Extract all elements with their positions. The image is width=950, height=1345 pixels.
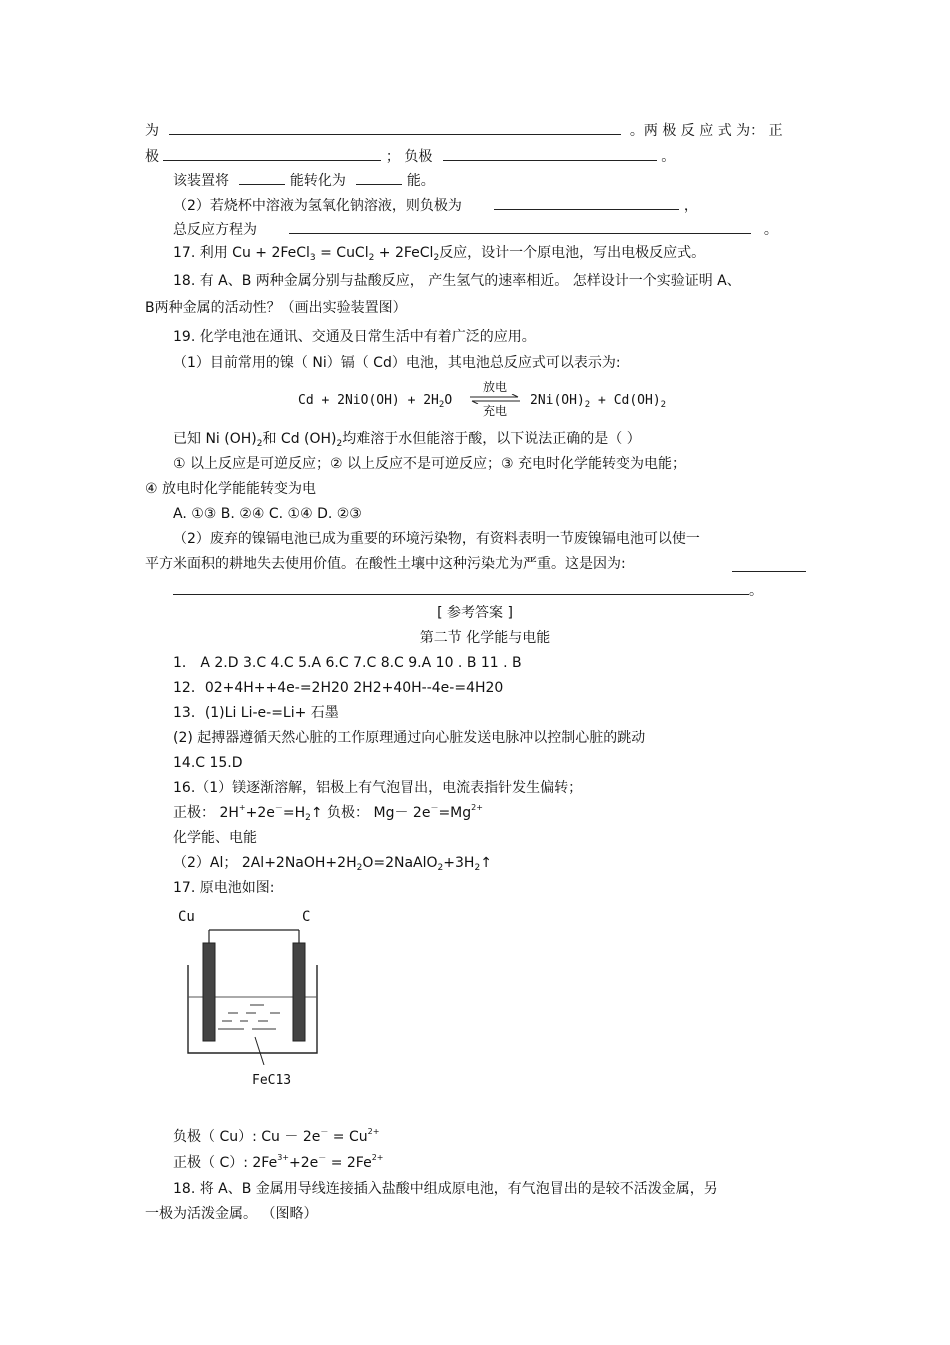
- answer-blank: [494, 195, 679, 210]
- q19-p1: （1）目前常用的镍（ Ni）镉（ Cd）电池，其电池总反应式可以表示为:: [173, 355, 621, 371]
- arrow-icon: [468, 394, 522, 404]
- answer-line: 13．(1)Li Li-e-=Li+ 石墨: [173, 705, 339, 721]
- q19-p2-line1: （2）废弃的镍镉电池已成为重要的环境污染物，有资料表明一节废镍镉电池可以使一: [173, 531, 700, 547]
- q16-suffix: 。两 极 反 应 式 为： 正: [629, 123, 783, 139]
- answer-text: 正极： 2H: [173, 805, 239, 821]
- q19-known: [173, 430, 641, 450]
- subscript: 2: [256, 439, 263, 449]
- answer-line: 16.（1）镁逐渐溶解，铝极上有气泡冒出，电流表指针发生偏转；: [173, 780, 583, 796]
- answer-line: 一极为活泼金属。 （图略）: [145, 1206, 318, 1222]
- q19-text: 已知 Ni (OH): [173, 431, 257, 447]
- galvanic-cell-figure: [172, 905, 332, 1095]
- answer-text: +2e: [245, 805, 275, 821]
- answer-text: ↑ 负极： Mg－ 2e: [310, 805, 431, 821]
- q19-text: 和 Cd (OH): [262, 431, 337, 447]
- cu-electrode-label: Cu: [178, 909, 195, 925]
- q19-p2-line2: 平方米面积的耕地失去使用价值。在酸性土壤中这种污染尤为严重。这是因为:: [145, 556, 626, 572]
- eq-left: O: [444, 393, 453, 408]
- answer-text: =Mg: [438, 805, 472, 821]
- q16-line2: [145, 146, 675, 166]
- beaker-diagram: [172, 905, 332, 1065]
- answer-line: 1． A 2.D 3.C 4.C 5.A 6.C 7.C 8.C 9.A 10 . B 11 . B: [173, 655, 522, 671]
- q19-end: 。: [749, 583, 763, 599]
- answer-text: = Cu: [328, 1129, 368, 1145]
- superscript: 2+: [471, 803, 483, 812]
- eq-discharge-label: 放电: [482, 380, 507, 394]
- answer-text: = 2Fe: [326, 1155, 372, 1171]
- answer-blank: [163, 146, 381, 161]
- answer-line-16-electrodes: [173, 804, 483, 824]
- q16-text: 能。: [406, 173, 435, 189]
- answer-blank: [356, 170, 402, 185]
- electrolyte-label: FeC13: [252, 1073, 292, 1088]
- q18-line2: B两种金属的活动性？（画出实验装置图）: [145, 300, 407, 316]
- answer-line-16-2: [173, 854, 492, 874]
- subscript: 2: [336, 439, 343, 449]
- q17-text: 反应，设计一个原电池，写出电极反应式。: [439, 245, 706, 261]
- q17-text: 17. 利用 Cu + 2FeCl: [173, 245, 310, 261]
- answer-text: +3H: [443, 855, 475, 871]
- answer-line: 18. 将 A、B 金属用导线连接插入盐酸中组成原电池，有气泡冒出的是较不活泼金属，另: [173, 1181, 718, 1197]
- answer-line-pos: [173, 1154, 384, 1174]
- superscript: 2+: [367, 1127, 380, 1136]
- eq-charge-label: 充电: [482, 404, 507, 418]
- q19-equation: [298, 392, 452, 411]
- q16-end: 。: [661, 149, 676, 165]
- subscript: 2: [305, 813, 311, 823]
- superscript: －: [430, 803, 439, 812]
- q16-text: ，: [683, 198, 698, 214]
- q16-text: 该装置将: [173, 173, 229, 189]
- answer-text: 负极（ Cu）: Cu － 2e: [173, 1129, 321, 1145]
- answer-text: =H: [282, 805, 306, 821]
- q16-part2-b: [173, 219, 778, 239]
- subscript: 2: [368, 253, 375, 263]
- answer-line: (2) 起搏器遵循天然心脏的工作原理通过向心脏发送电脉冲以控制心脏的跳动: [173, 730, 646, 746]
- eq-right: 2Ni(OH): [530, 393, 585, 408]
- answer-text: 正极（ C）: 2Fe: [173, 1155, 278, 1171]
- section-title: 第二节 化学能与电能: [419, 630, 551, 646]
- subscript: 2: [660, 400, 667, 410]
- answer-blank: [173, 580, 749, 595]
- answer-line: 14.C 15.D: [173, 755, 243, 771]
- answer-line: 12．02+4H++4e-=2H20 2H2+40H--4e-=4H20: [173, 680, 504, 696]
- subscript: 2: [356, 863, 363, 873]
- q19-equation-right: [530, 392, 666, 411]
- q16-pos-label: 极: [145, 149, 159, 165]
- q19-options-1: ① 以上反应是可逆反应；② 以上反应不是可逆反应；③ 充电时化学能转变为电能；: [173, 456, 687, 472]
- answers-heading: [ 参考答案 ]: [437, 605, 513, 621]
- superscript: +: [238, 803, 246, 812]
- superscript: 3+: [277, 1153, 289, 1162]
- reversible-arrow: [468, 380, 522, 420]
- superscript: －: [274, 803, 283, 812]
- answer-blank: [169, 120, 621, 135]
- eq-right: + Cd(OH): [590, 393, 661, 408]
- answer-line: 化学能、电能: [173, 830, 257, 846]
- q16-text: 能转化为: [289, 173, 346, 189]
- answer-text: ↑: [480, 855, 492, 871]
- subscript: 2: [437, 863, 444, 873]
- subscript: 2: [584, 400, 591, 410]
- q16-prefix: 为: [145, 123, 159, 139]
- answer-text: O=2NaAlO: [362, 855, 438, 871]
- q17-text: = CuCl: [315, 245, 369, 261]
- superscript: 2+: [371, 1153, 384, 1162]
- q16-part2: [173, 195, 698, 215]
- subscript: 2: [433, 253, 440, 263]
- answer-blank: [732, 571, 806, 572]
- q19-options-2: ④ 放电时化学能能转变为电: [145, 481, 317, 497]
- superscript: －: [318, 1153, 327, 1162]
- answer-line: 17. 原电池如图:: [173, 880, 275, 896]
- q19-intro: 19. 化学电池在通讯、交通及日常生活中有着广泛的应用。: [173, 329, 536, 345]
- q16-line1: [145, 120, 783, 140]
- answer-text: （2）Al； 2Al+2NaOH+2H: [173, 855, 357, 871]
- subscript: 2: [474, 863, 481, 873]
- q17-text: + 2FeCl: [374, 245, 434, 261]
- q19-p2-line3: [173, 580, 763, 600]
- q16-neg-label: ； 负极: [385, 149, 433, 165]
- superscript: －: [320, 1127, 329, 1136]
- eq-left: Cd + 2NiO(OH) + 2H: [298, 393, 439, 408]
- subscript: 2: [438, 400, 445, 410]
- q16-text: 。: [763, 222, 778, 238]
- q19-text: 均难溶于水但能溶于酸，以下说法正确的是（ ）: [342, 431, 641, 447]
- q16-part2-text: （2）若烧杯中溶液为氢氧化钠溶液，则负极为: [173, 198, 462, 214]
- q19-choices: A. ①③ B. ②④ C. ①④ D. ②③: [173, 506, 362, 522]
- answer-blank: [239, 170, 285, 185]
- answer-blank: [443, 146, 657, 161]
- answer-text: +2e: [289, 1155, 319, 1171]
- q16-line3: [173, 170, 435, 190]
- q16-text: 总反应方程为: [173, 222, 257, 238]
- q17: [173, 244, 705, 264]
- answer-line-neg: [173, 1128, 379, 1148]
- q18-line1: 18. 有 A、B 两种金属分别与盐酸反应， 产生氢气的速率相近。 怎样设计一个实验证明 A、: [173, 273, 741, 289]
- subscript: 3: [309, 253, 316, 263]
- c-electrode-label: C: [302, 909, 311, 925]
- answer-blank: [289, 219, 751, 234]
